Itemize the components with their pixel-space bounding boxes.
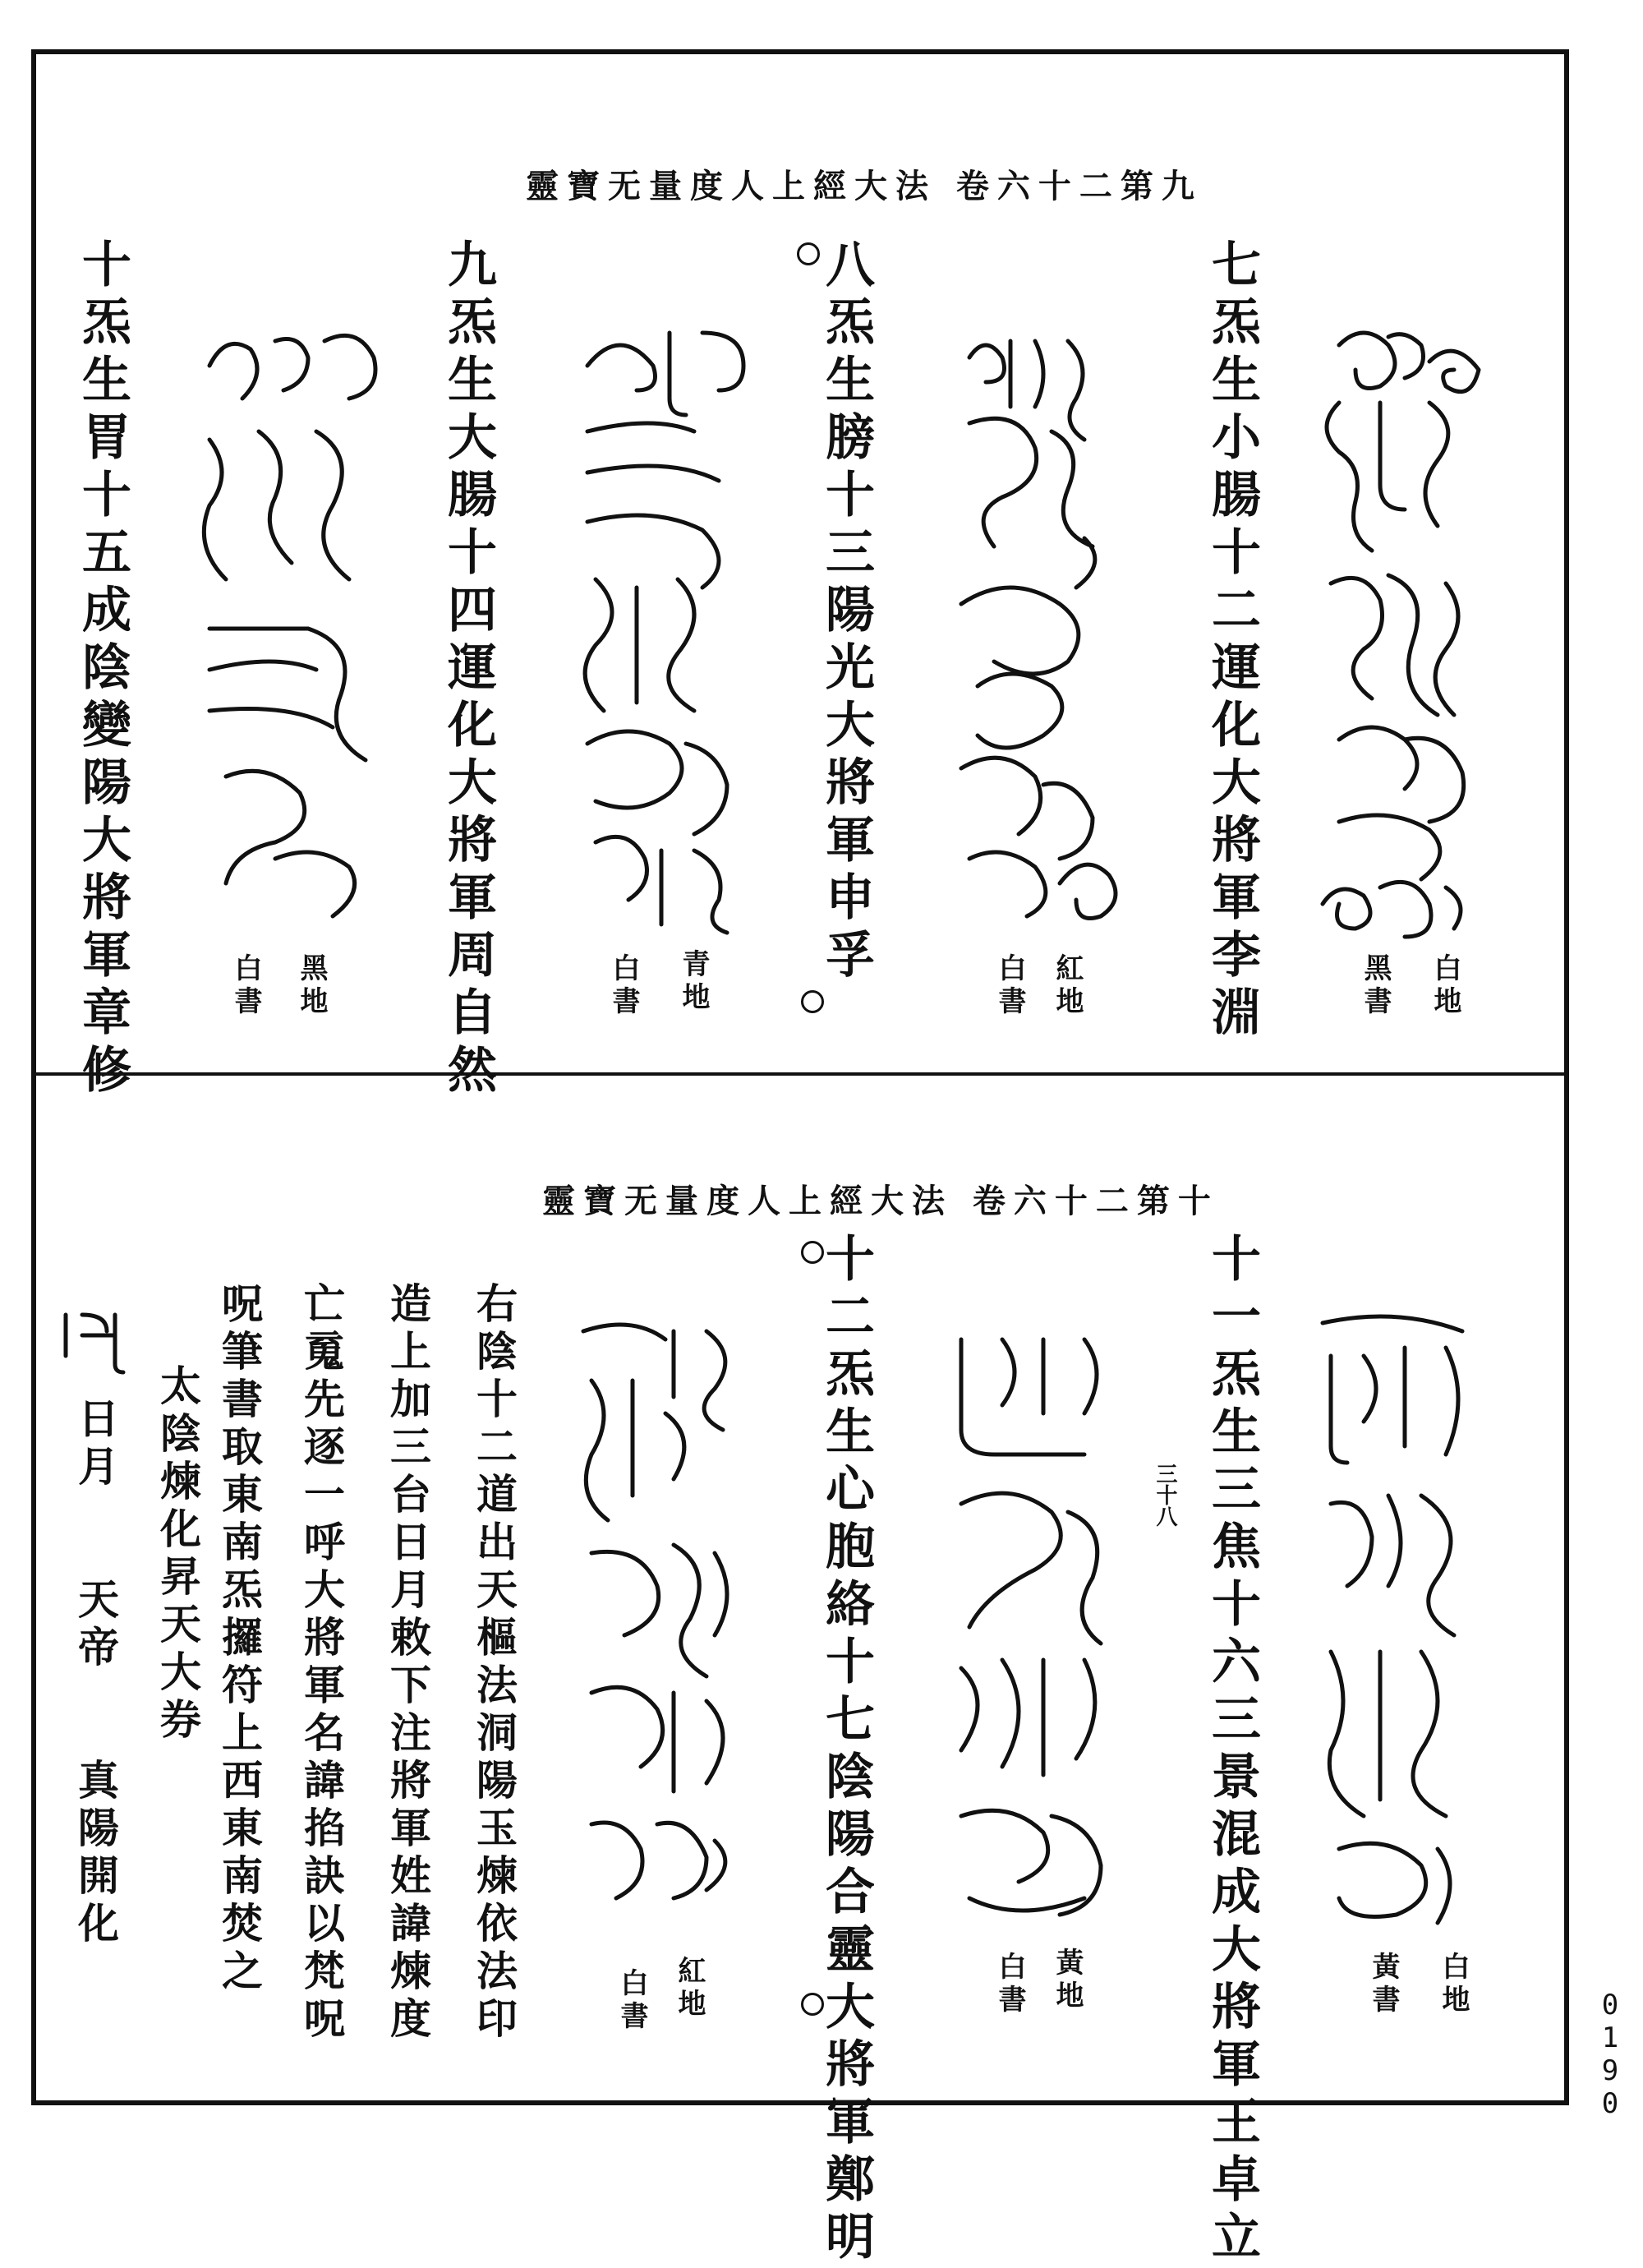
instruction-line-2: 造上加三台日月敕下注將軍姓諱煉度 [384, 1282, 432, 2044]
ink-label-11: 黃書 [1367, 1952, 1400, 2017]
ink-label-13: 白書 [615, 1968, 648, 2034]
talisman-7 [1306, 312, 1487, 953]
circle-mark-lower [801, 990, 824, 1013]
bottom-header [542, 1175, 1219, 1222]
bottom-header-text: 靈寶无量度人上經大法 卷六十二第十 [542, 1182, 1219, 1220]
ink-label-9: 白書 [607, 953, 640, 1019]
final-glyph-tiandi: 天帝 [71, 1578, 120, 1673]
instruction-line-4: 呪筆書取東南炁攞符上西東南焚之 [215, 1282, 264, 1997]
talisman-13 [575, 1315, 756, 1939]
final-glyph-zhenyang: 真陽開化 [71, 1759, 120, 1949]
ink-label-10: 白書 [229, 953, 262, 1019]
column-8: 八炁生膀十三陽光大將軍申孚 [817, 238, 875, 986]
final-title: 太陰煉化昇天大券 [154, 1364, 202, 1745]
final-glyph-sun-moon: 日月 [71, 1397, 120, 1492]
page-number: 0190 [1594, 1989, 1627, 2120]
top-header [526, 160, 1203, 207]
top-header-text: 靈寶无量度人上經大法 卷六十二第九 [526, 167, 1203, 205]
side-note-11: 三十八 [1153, 1463, 1177, 1527]
talisman-11 [1314, 1307, 1487, 1948]
column-9: 九炁生大腸十四運化大將軍周自然 [440, 238, 497, 1101]
glyph-stroke-top [58, 1298, 131, 1381]
circle-mark [797, 242, 820, 265]
talisman-9 [571, 316, 760, 949]
ground-label-13: 紅地 [673, 1956, 706, 2021]
column-12: 十二炁生心胞絡十七陰陽合靈大將軍鄭明 [817, 1233, 875, 2268]
ground-label-8: 紅地 [1051, 953, 1084, 1019]
talisman-10 [193, 316, 382, 941]
ground-label-11: 白地 [1437, 1952, 1470, 2017]
column-7: 七炁生小腸十二運化大將軍李淵 [1203, 238, 1261, 1044]
column-10: 十炁生胃十五成陰變陽大將軍章修 [74, 238, 131, 1101]
ground-label-7: 白地 [1429, 953, 1461, 1019]
talisman-12 [945, 1323, 1125, 1948]
column-11: 十一炁生三焦十六三景混成大將軍王卓立 [1203, 1233, 1261, 2268]
talisman-8 [945, 325, 1125, 949]
instruction-line-3: 亡䰟先逐一呼大將軍名諱掐訣以梵呪 [297, 1282, 346, 2044]
circle-mark-bottom-lower [801, 1993, 824, 2016]
ink-label-12: 白書 [993, 1952, 1026, 2017]
ink-label-8: 白書 [993, 953, 1026, 1019]
ground-label-10: 黑地 [295, 953, 328, 1019]
ground-label-12: 黃地 [1051, 1948, 1084, 2013]
instruction-line-1: 右陰十二道出天樞法洞陽玉煉依法印 [470, 1282, 518, 2044]
panel-divider [31, 1072, 1569, 1076]
ink-label-7: 黑書 [1359, 953, 1392, 1019]
ground-label-9: 青地 [677, 949, 710, 1015]
